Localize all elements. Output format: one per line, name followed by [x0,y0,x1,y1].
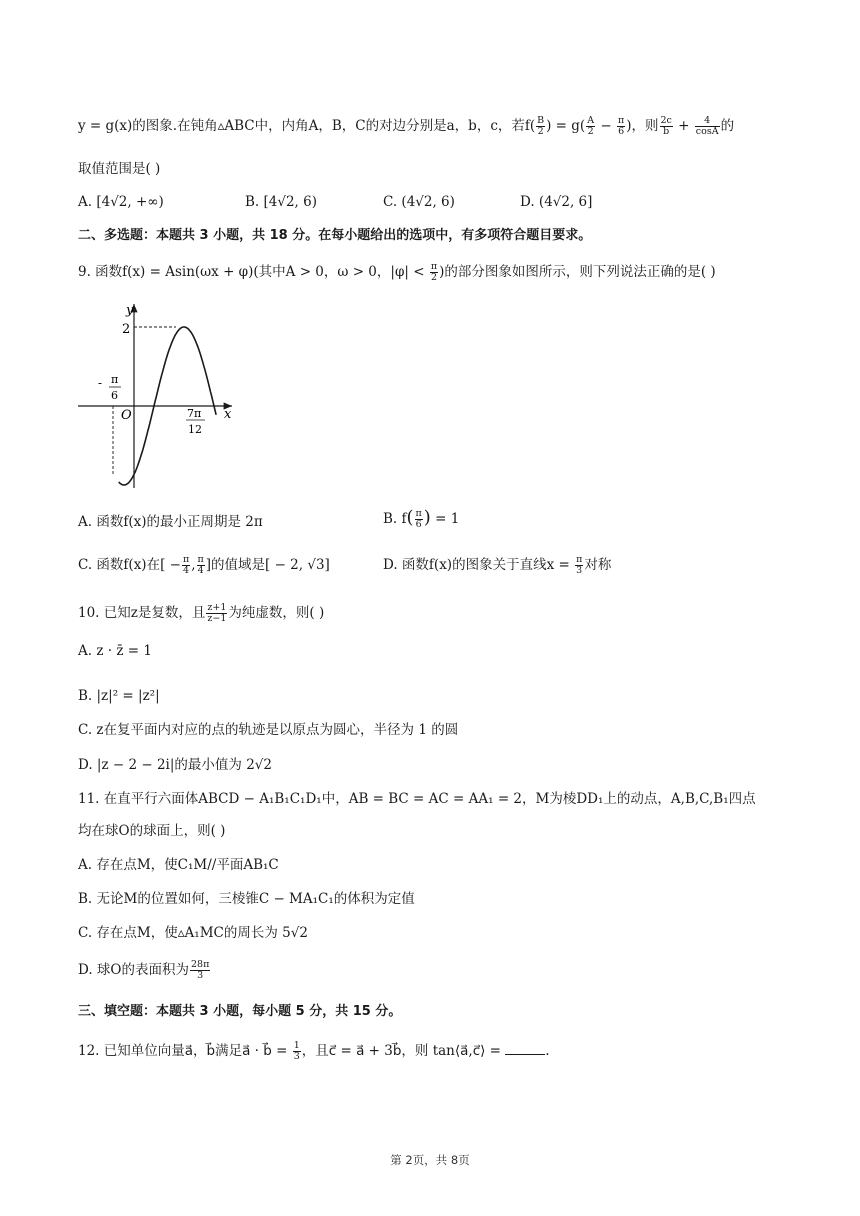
q12-stem-end: . [545,1043,550,1059]
q8-text-after: )，则 [626,118,659,134]
q11-option-d [78,960,790,981]
q9-optc-post: ]的值域是[ − 2, √3] [205,557,330,573]
q10-option-c: C. z在复平面内对应的点的轨迹是以原点为圆心，半径为 1 的圆 [78,722,459,738]
q9-optb-frac [415,509,423,530]
q12-stem [78,1040,790,1062]
q10-frac [206,603,227,624]
q8-frac-pi6 [617,116,625,137]
frac-den: 3 [197,970,204,981]
frac-den: 2 [587,126,594,137]
frac-den: 4 [183,565,190,576]
frac-num: π [617,115,625,126]
q8-option-c: C. (4√2, 6) [383,194,455,210]
q9-optd-frac [575,555,583,576]
right-label-num: 7π [187,407,202,420]
max-value-label: 2 [122,322,131,337]
q8-text-mid: ) = g( [546,118,586,134]
origin-label: O [121,408,132,423]
q10-stem [78,603,790,624]
frac-num: π [415,508,422,519]
left-label-num: π [111,373,119,386]
left-label-sign: - [98,376,103,390]
q9-optd-pre: D. 函数f(x)的图象关于直线x = [383,557,575,573]
section-3-heading: 三、填空题：本题共 3 小题，每小题 5 分，共 15 分。 [78,1004,402,1019]
q10-stem-a: 10. 已知z是复数，且 [78,605,206,621]
q8-line2: 取值范围是( ) [78,161,161,177]
q9-optc-comma: , [191,557,196,573]
q8-frac-4cosa [695,116,720,137]
frac-num: π [197,554,204,565]
section-2-heading: 二、多选题：本题共 3 小题，共 18 分。在每小题给出的选项中，有多项符合题目要求。 [78,228,592,243]
page-footer: 第 2页，共 8页 [390,1153,470,1167]
q9-option-b [383,508,459,530]
q9-option-a: A. 函数f(x)的最小正周期是 2π [78,514,263,530]
q8-minus: − [596,118,616,134]
q11-optd-frac [190,960,210,981]
frac-num: 1 [293,1040,300,1051]
q9-optc-frac2 [197,555,205,576]
q9-optb-pre: B. f [383,511,407,527]
paren-right: ) [423,507,431,528]
q8-option-b: B. [4√2, 6) [245,194,317,210]
frac-num: 2c [660,115,672,126]
q11-optd-pre: D. 球O的表面积为 [78,962,189,978]
frac-den: b [663,126,670,137]
frac-num: π [182,554,190,565]
frac-num: B [537,115,545,126]
q9-optd-post: 对称 [584,557,612,573]
q12-stem-b: ，且c⃗ = a⃗ + 3b⃗，则 tan⟨a⃗,c⃗⟩ = [301,1043,506,1059]
q11-line2: 均在球O的球面上，则( ) [78,823,226,839]
q9-optb-post: = 1 [430,511,460,527]
frac-den: 3 [576,565,583,576]
frac-den: 2 [430,272,437,283]
q8-line1 [78,116,790,137]
q12-answer-blank [505,1040,545,1055]
frac-num: A [587,115,595,126]
q8-frac-a2 [586,116,595,137]
q10-option-a: A. z · z̄ = 1 [78,643,152,659]
q9-option-c [78,555,330,576]
q9-stem-a: 9. 函数f(x) = Asin(ωx + φ)(其中A > 0，ω > 0，|φ| < [78,264,429,280]
q9-stem [78,262,790,283]
q8-frac-2cb [660,116,673,137]
q11-option-b: B. 无论M的位置如何，三棱锥C − MA₁C₁的体积为定值 [78,891,415,907]
frac-num: z+1 [207,602,227,613]
frac-den: 6 [618,126,625,137]
q11-line1: 11. 在直平行六面体ABCD − A₁B₁C₁D₁中，AB = BC = AC = AA₁ = 2，M为棱DD₁上的动点，A,B,C,B₁四点 [78,791,756,807]
frac-den: cosA [695,126,719,137]
x-axis-label: x [224,407,232,422]
left-label-den: 6 [111,389,118,402]
q9-option-d [383,555,611,576]
frac-den: 6 [415,519,422,530]
q10-option-b: B. |z|² = |z²| [78,688,160,704]
q8-frac-b2 [536,116,545,137]
q11-option-c: C. 存在点M，使▵A₁MC的周长为 5√2 [78,925,308,941]
q10-stem-b: 为纯虚数，则( ) [228,605,325,621]
q12-stem-a: 12. 已知单位向量a⃗，b⃗满足a⃗ · b⃗ = [78,1043,292,1059]
frac-num: π [576,554,583,565]
frac-den: 3 [293,1051,300,1062]
sine-graph [74,296,254,496]
y-axis-label: y [126,303,134,318]
q8-option-d: D. (4√2, 6] [520,194,593,210]
q8-text-a: y = g(x)的图象.在钝角▵ABC中，内角A，B，C的对边分别是a，b，c，若f( [78,118,536,134]
frac-num: 4 [695,116,720,127]
q8-plus: + [673,118,694,134]
q9-optc-frac1 [182,555,190,576]
frac-num: 28π [191,959,210,970]
paren-left: ( [406,507,414,528]
frac-den: 4 [197,565,204,576]
q9-frac-pi2 [430,262,438,283]
q9-optc-pre: C. 函数f(x)在[ − [78,557,181,573]
frac-den: z−1 [207,613,227,624]
q10-option-d: D. |z − 2 − 2i|的最小值为 2√2 [78,757,272,773]
right-label-den: 12 [188,423,202,436]
q12-frac [293,1041,301,1062]
q11-option-a: A. 存在点M，使C₁M//平面AB₁C [78,857,279,873]
frac-den: 2 [537,126,544,137]
frac-num: π [430,261,438,272]
q8-text-end: 的 [720,118,735,134]
q9-stem-b: )的部分图象如图所示，则下列说法正确的是( ) [439,264,716,280]
q8-option-a: A. [4√2, +∞) [78,194,164,210]
